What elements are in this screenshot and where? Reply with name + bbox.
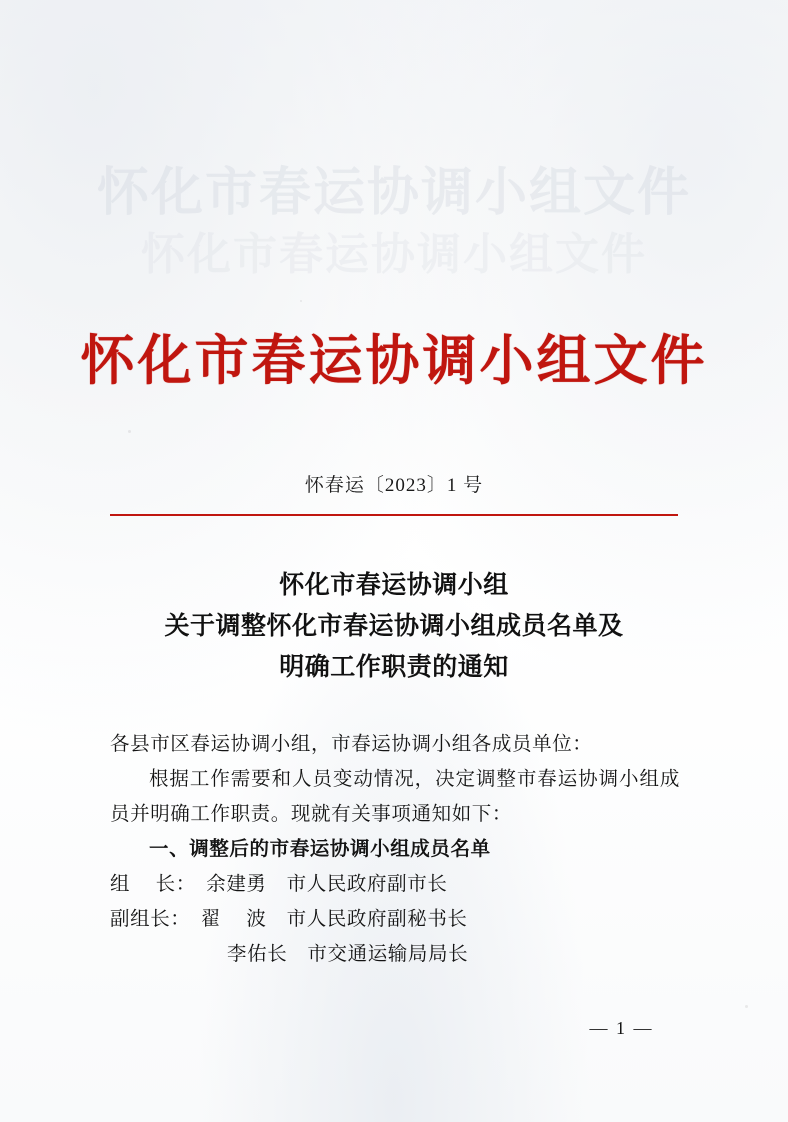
section-heading-one: 一、调整后的市春运协调小组成员名单 xyxy=(149,839,491,860)
paper-speck xyxy=(300,300,302,302)
document-title-line-3: 明确工作职责的通知 xyxy=(279,654,509,681)
document-number: 怀春运〔2023〕1 号 xyxy=(304,475,484,496)
roster-line-leader: 组 长： 余建勇 市人民政府副市长 xyxy=(110,874,448,895)
document-title-block xyxy=(0,565,788,688)
paper-speck xyxy=(745,1005,748,1008)
document-masthead-title: 怀化市春运协调小组文件 xyxy=(80,331,708,391)
document-title-line-1: 怀化市春运协调小组 xyxy=(279,572,509,599)
roster-line-deputy-leader: 副组长： 翟 波 市人民政府副秘书长 xyxy=(110,909,468,930)
page-number xyxy=(0,1018,788,1039)
document-body xyxy=(110,727,680,972)
intro-paragraph: 根据工作需要和人员变动情况，决定调整市春运协调小组成员并明确工作职责。现就有关事项通知如下： xyxy=(110,769,680,825)
paper-speck xyxy=(128,430,131,433)
red-divider-rule xyxy=(110,514,678,516)
roster-line-member: 李佑长 市交通运输局局长 xyxy=(227,944,469,965)
salutation-paragraph: 各县市区春运协调小组，市春运协调小组各成员单位： xyxy=(110,734,593,755)
document-title-line-2: 关于调整怀化市春运协调小组成员名单及 xyxy=(164,613,624,640)
page-number-text: — 1 — xyxy=(589,1018,654,1038)
watermark-masthead-ghost-top: 怀化市春运协调小组文件 xyxy=(96,165,691,222)
watermark-masthead-ghost-second: 怀化市春运协调小组文件 xyxy=(141,230,647,279)
